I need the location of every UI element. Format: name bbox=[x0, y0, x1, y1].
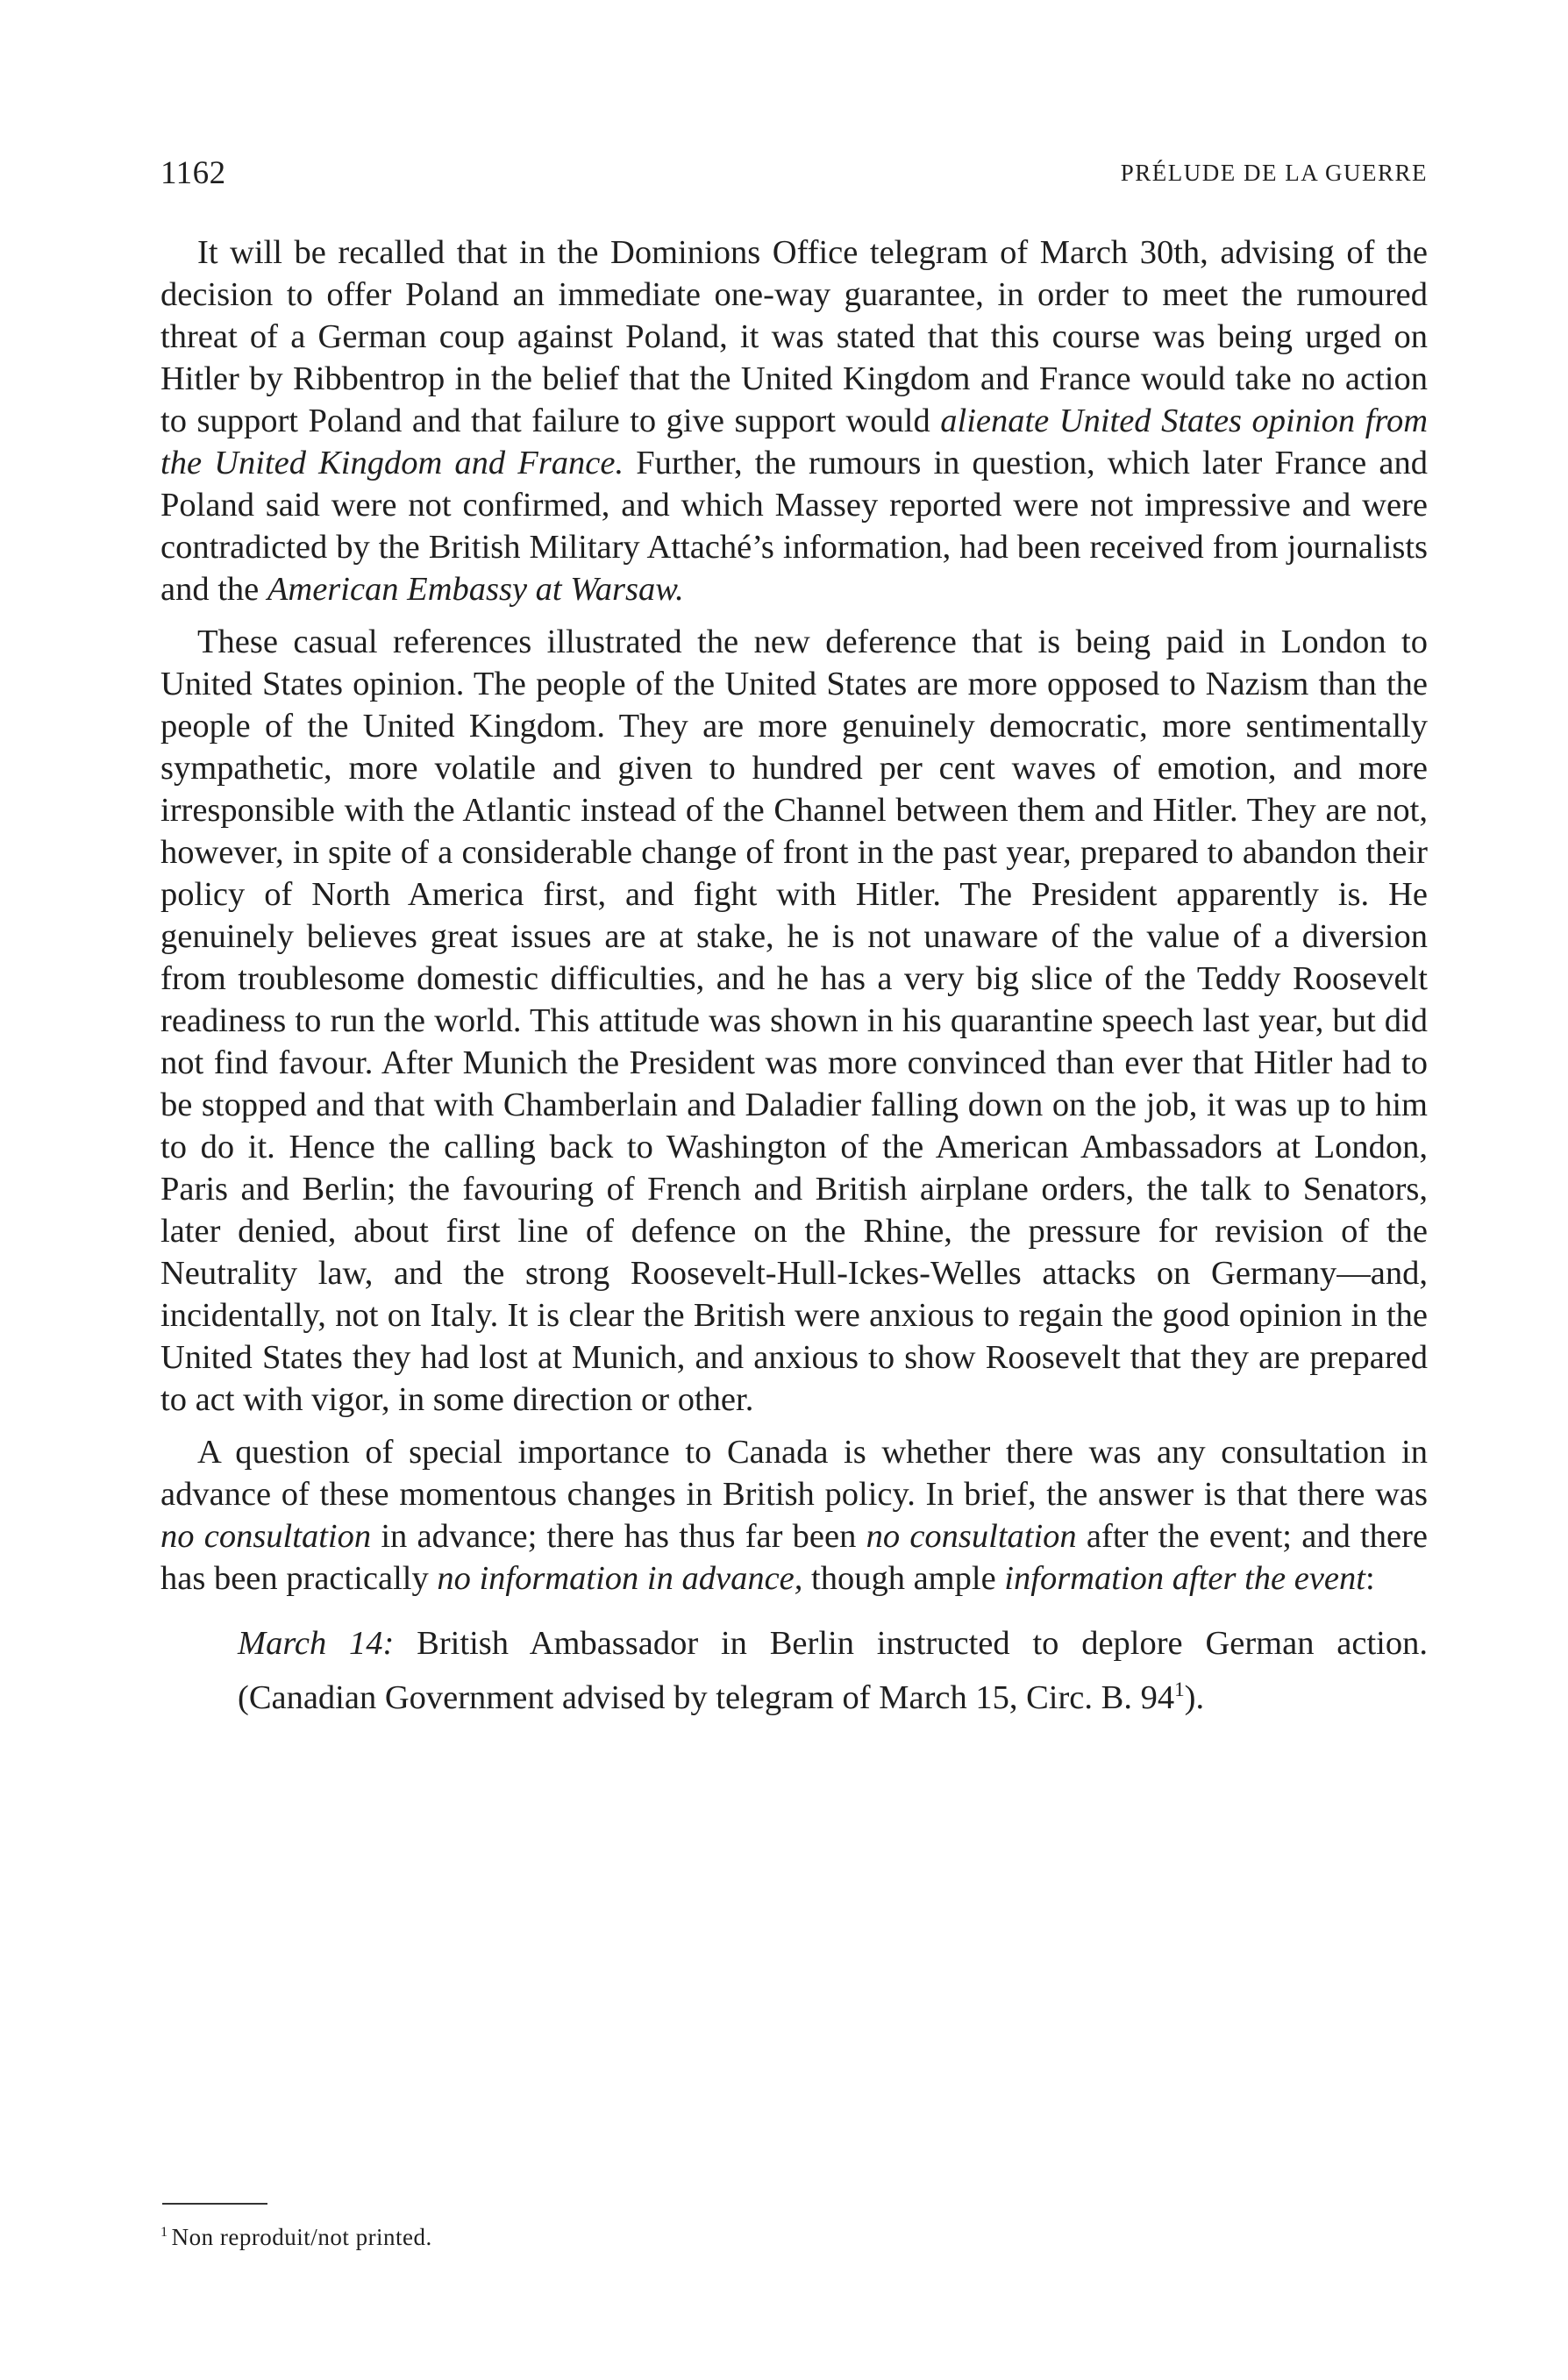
paragraph-2 bbox=[160, 621, 1428, 1421]
paragraph-3 bbox=[160, 1431, 1428, 1600]
text-segment: These casual references illustrated the new deference that is being paid in London to United States opinion. The people of the United States are more opposed to Nazism than the people of the United Kingdom. They are more genuinely democratic, more sentimentally sympathetic, more volatile and given to hundred per cent waves of emotion, and more irresponsible with the Atlantic instead of the Channel between them and Hitler. They are not, however, in spite of a considerable change of front in the past year, prepared to abandon their policy of North America first, and fight with Hitler. The President apparently is. He genuinely believes great issues are at stake, he is not unaware of the value of a diversion from troublesome domestic difficulties, and he has a very big slice of the Teddy Roosevelt readiness to run the world. This attitude was shown in his quarantine speech last year, but did not find favour. After Munich the President was more convinced than ever that Hitler had to be stopped and that with Chamberlain and Daladier falling down on the job, it was up to him to do it. Hence the calling back to Washington of the American Ambassadors at London, Paris and Berlin; the favouring of French and British airplane orders, the talk to Senators, later denied, about first line of defence on the Rhine, the pressure for revision of the Neutrality law, and the strong Roosevelt-Hull-Ickes-Welles attacks on Germany—and, incidentally, not on Italy. It is clear the British were anxious to regain the good opinion in the United States they had lost at Munich, and anxious to show Roosevelt that they are prepared to act with vigor, in some direction or other. bbox=[160, 624, 1428, 1418]
italic-segment: American Embassy at Warsaw. bbox=[267, 571, 684, 608]
italic-segment: no consultation bbox=[160, 1518, 372, 1555]
italic-segment: alienate United States opinion from the United Kingdom and France. bbox=[160, 403, 1428, 481]
text-segment: in advance; there has thus far been bbox=[371, 1518, 866, 1555]
page-number: 1162 bbox=[160, 155, 226, 191]
document-page bbox=[160, 0, 1428, 2380]
page-header bbox=[160, 154, 1428, 207]
chronology-entry bbox=[238, 1621, 1428, 1721]
footnote-divider bbox=[162, 2203, 267, 2205]
footnote-marker: 1 bbox=[160, 2224, 168, 2240]
chronology-text-end: ). bbox=[1184, 1678, 1205, 1716]
text-segment: after the event; and there has been practically bbox=[160, 1518, 1428, 1597]
text-segment: It will be recalled that in the Dominions Office telegram of March 30th, advising of the decision to offer Poland an immediate one-way guarantee, in order to meet the rumoured threat of a German coup against Poland, it was stated that this course was being urged on Hitler by Ribbentrop in the belief that the United Kingdom and France would take no action to support Poland and that failure to give support would bbox=[160, 234, 1428, 439]
paragraph-1 bbox=[160, 232, 1428, 610]
text-segment: Further, the rumours in question, which later France and Poland said were not confirmed, and which Massey reported were not impressive and were contradicted by the British Military Attaché’s information, had been received from journalists and the bbox=[160, 445, 1428, 608]
body-text bbox=[160, 232, 1428, 1721]
running-title: PRÉLUDE DE LA GUERRE bbox=[1120, 160, 1428, 186]
chronology-date: March 14: bbox=[238, 1625, 395, 1662]
footnote-text: Non reproduit/not printed. bbox=[171, 2224, 432, 2250]
text-segment: : bbox=[1365, 1560, 1375, 1597]
footnote-reference[interactable]: 1 bbox=[1174, 1678, 1185, 1700]
chronology-text: British Ambassador in Berlin instructed to deplore German action. (Canadian Government advised by telegram of March 15, Circ. B. 94 bbox=[238, 1625, 1428, 1716]
italic-segment: information after the event bbox=[1004, 1560, 1365, 1597]
text-segment: though ample bbox=[802, 1560, 1005, 1597]
italic-segment: no consultation bbox=[866, 1518, 1077, 1555]
footnote bbox=[160, 2224, 432, 2251]
italic-segment: no information in advance, bbox=[437, 1560, 803, 1597]
text-segment: A question of special importance to Canada is whether there was any consultation in advance of these momentous changes in British policy. In brief, the answer is that there was bbox=[160, 1434, 1428, 1513]
